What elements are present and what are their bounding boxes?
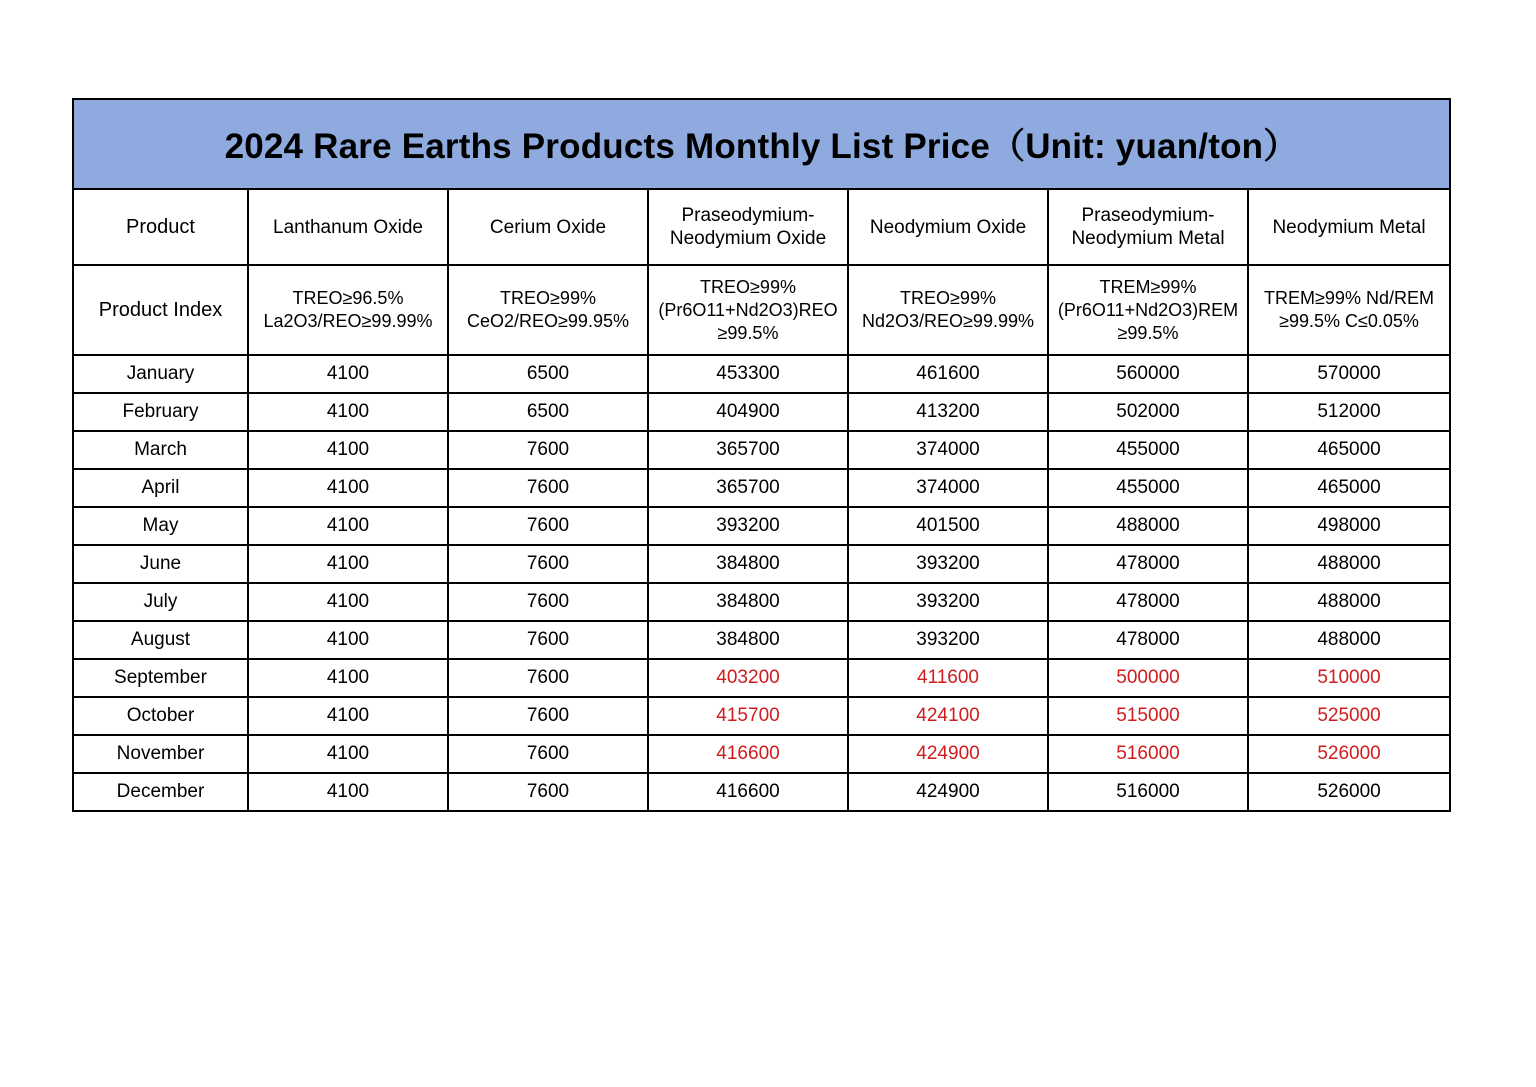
- price-cell: 403200: [648, 659, 848, 697]
- price-cell: 411600: [848, 659, 1048, 697]
- price-cell: 413200: [848, 393, 1048, 431]
- product-index-cell: [848, 265, 1048, 355]
- price-cell: 393200: [848, 583, 1048, 621]
- product-index-line: (Pr6O11+Nd2O3)REM: [1057, 299, 1239, 320]
- price-cell: 512000: [1248, 393, 1450, 431]
- table-row: [73, 431, 1450, 469]
- product-index-line: TREM≥99% Nd/REM: [1264, 288, 1434, 308]
- price-cell: 465000: [1248, 469, 1450, 507]
- price-cell: 393200: [648, 507, 848, 545]
- product-name-cell: [648, 189, 848, 265]
- product-index-line: ≥99.5% C≤0.05%: [1279, 311, 1419, 331]
- month-cell: November: [73, 735, 248, 773]
- price-cell: 365700: [648, 469, 848, 507]
- price-cell: 478000: [1048, 583, 1248, 621]
- table-row: [73, 583, 1450, 621]
- price-cell: 7600: [448, 735, 648, 773]
- product-name-line: Neodymium Oxide: [669, 228, 827, 249]
- price-cell: 488000: [1248, 545, 1450, 583]
- price-cell: 4100: [248, 393, 448, 431]
- product-name-cell: [1248, 189, 1450, 265]
- price-cell: 384800: [648, 583, 848, 621]
- product-index-line: (Pr6O11+Nd2O3)REO: [658, 299, 838, 320]
- product-index-line: ≥99.5%: [1117, 322, 1179, 343]
- price-cell: 416600: [648, 773, 848, 811]
- price-cell: 488000: [1248, 621, 1450, 659]
- price-cell: 515000: [1048, 697, 1248, 735]
- price-cell: 498000: [1248, 507, 1450, 545]
- price-cell: 453300: [648, 355, 848, 393]
- month-cell: August: [73, 621, 248, 659]
- price-cell: 502000: [1048, 393, 1248, 431]
- table-row: [73, 773, 1450, 811]
- product-name-cell: [448, 189, 648, 265]
- price-cell: 526000: [1248, 735, 1450, 773]
- month-cell: February: [73, 393, 248, 431]
- price-cell: 570000: [1248, 355, 1450, 393]
- price-cell: 401500: [848, 507, 1048, 545]
- price-cell: 488000: [1248, 583, 1450, 621]
- price-cell: 526000: [1248, 773, 1450, 811]
- price-cell: 4100: [248, 355, 448, 393]
- price-cell: 7600: [448, 469, 648, 507]
- price-cell: 404900: [648, 393, 848, 431]
- price-cell: 416600: [648, 735, 848, 773]
- price-cell: 365700: [648, 431, 848, 469]
- price-cell: 4100: [248, 545, 448, 583]
- table-row: [73, 507, 1450, 545]
- table-row: [73, 735, 1450, 773]
- table-row: [73, 621, 1450, 659]
- product-name-line: Lanthanum Oxide: [273, 216, 423, 238]
- product-index-cell: [648, 265, 848, 355]
- product-header-row: [73, 189, 1450, 265]
- product-name-line: Praseodymium-: [681, 205, 815, 226]
- price-cell: 4100: [248, 773, 448, 811]
- price-cell: 393200: [848, 621, 1048, 659]
- month-cell: April: [73, 469, 248, 507]
- product-index-cell: [1248, 265, 1450, 355]
- price-cell: 384800: [648, 621, 848, 659]
- price-cell: 461600: [848, 355, 1048, 393]
- price-cell: 7600: [448, 507, 648, 545]
- price-cell: 4100: [248, 583, 448, 621]
- product-index-line: CeO2/REO≥99.95%: [467, 311, 629, 331]
- product-index-row: [73, 265, 1450, 355]
- product-name-line: Neodymium Metal: [1071, 228, 1225, 249]
- product-name-line: Neodymium Oxide: [869, 216, 1027, 238]
- price-cell: 560000: [1048, 355, 1248, 393]
- price-cell: 455000: [1048, 431, 1248, 469]
- price-cell: 4100: [248, 659, 448, 697]
- month-cell: December: [73, 773, 248, 811]
- price-cell: 4100: [248, 697, 448, 735]
- price-cell: 4100: [248, 431, 448, 469]
- price-cell: 7600: [448, 697, 648, 735]
- product-index-line: TREO≥99%: [500, 288, 596, 308]
- product-index-cell: [1048, 265, 1248, 355]
- price-cell: 424900: [848, 773, 1048, 811]
- price-cell: 516000: [1048, 735, 1248, 773]
- table-body: [73, 355, 1450, 811]
- month-cell: October: [73, 697, 248, 735]
- title-row: [73, 99, 1450, 189]
- price-cell: 6500: [448, 393, 648, 431]
- price-cell: 393200: [848, 545, 1048, 583]
- price-cell: 6500: [448, 355, 648, 393]
- month-cell: March: [73, 431, 248, 469]
- table-row: [73, 545, 1450, 583]
- price-cell: 7600: [448, 431, 648, 469]
- table-row: [73, 355, 1450, 393]
- product-name-line: Neodymium Metal: [1272, 216, 1426, 238]
- price-cell: 500000: [1048, 659, 1248, 697]
- table-row: [73, 659, 1450, 697]
- product-index-label: Product Index: [73, 265, 248, 355]
- month-cell: May: [73, 507, 248, 545]
- price-cell: 478000: [1048, 621, 1248, 659]
- price-cell: 488000: [1048, 507, 1248, 545]
- month-cell: June: [73, 545, 248, 583]
- price-cell: 4100: [248, 507, 448, 545]
- product-name-line: Cerium Oxide: [489, 216, 607, 238]
- product-index-line: ≥99.5%: [717, 322, 779, 343]
- price-cell: 7600: [448, 659, 648, 697]
- price-cell: 4100: [248, 621, 448, 659]
- price-cell: 424900: [848, 735, 1048, 773]
- price-cell: 7600: [448, 545, 648, 583]
- price-cell: 7600: [448, 583, 648, 621]
- month-cell: September: [73, 659, 248, 697]
- product-index-line: Nd2O3/REO≥99.99%: [862, 311, 1034, 331]
- product-name-cell: [848, 189, 1048, 265]
- product-index-line: TREO≥99%: [700, 276, 796, 297]
- table-title: 2024 Rare Earths Products Monthly List Price（Unit: yuan/ton）: [73, 99, 1450, 189]
- product-name-cell: [1048, 189, 1248, 265]
- price-cell: 478000: [1048, 545, 1248, 583]
- product-index-line: TREM≥99%: [1099, 276, 1197, 297]
- product-name-cell: [248, 189, 448, 265]
- month-cell: July: [73, 583, 248, 621]
- table-row: [73, 469, 1450, 507]
- price-cell: 7600: [448, 621, 648, 659]
- table-row: [73, 697, 1450, 735]
- price-cell: 4100: [248, 735, 448, 773]
- product-index-cell: [448, 265, 648, 355]
- price-cell: 374000: [848, 469, 1048, 507]
- price-cell: 415700: [648, 697, 848, 735]
- product-name-line: Praseodymium-: [1081, 205, 1215, 226]
- price-cell: 510000: [1248, 659, 1450, 697]
- price-cell: 516000: [1048, 773, 1248, 811]
- price-cell: 384800: [648, 545, 848, 583]
- price-cell: 455000: [1048, 469, 1248, 507]
- price-cell: 525000: [1248, 697, 1450, 735]
- price-table: [72, 98, 1451, 812]
- price-cell: 7600: [448, 773, 648, 811]
- product-index-line: TREO≥96.5%: [292, 288, 404, 308]
- price-cell: 374000: [848, 431, 1048, 469]
- table-row: [73, 393, 1450, 431]
- product-index-cell: [248, 265, 448, 355]
- product-label: Product: [73, 189, 248, 265]
- product-index-line: TREO≥99%: [900, 288, 996, 308]
- price-cell: 4100: [248, 469, 448, 507]
- product-index-line: La2O3/REO≥99.99%: [263, 311, 433, 331]
- price-cell: 465000: [1248, 431, 1450, 469]
- month-cell: January: [73, 355, 248, 393]
- price-cell: 424100: [848, 697, 1048, 735]
